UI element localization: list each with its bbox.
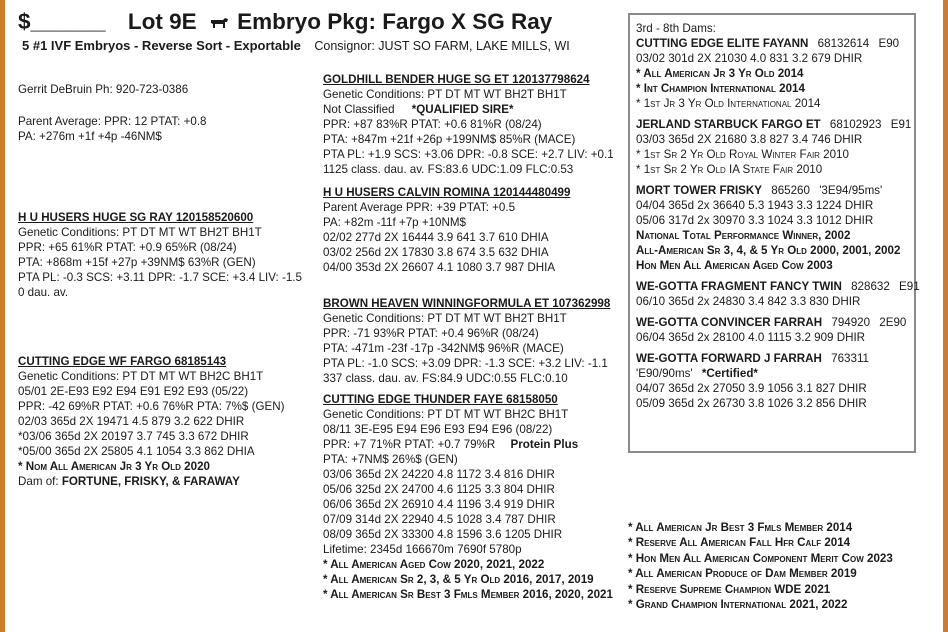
- ancestor-dam-title: [636, 279, 920, 294]
- dam1-line: PA: +82m -11f +7p +10NM$: [323, 216, 466, 229]
- ancestor-dam: [636, 183, 920, 273]
- ancestor-dam: [636, 351, 920, 411]
- ancestor-dam-name: CUTTING EDGE ELITE FAYANN: [636, 37, 809, 50]
- dam-line: 02/03 365d 2X 19471 4.5 879 3.2 622 DHIR: [18, 415, 245, 428]
- box-heading: 3rd - 8th Dams:: [636, 22, 716, 35]
- ancestor-dam-id: 763311: [831, 352, 869, 365]
- ancestor-dam-id: 68102923: [829, 118, 882, 131]
- certified-badge: *Certified*: [701, 367, 758, 380]
- ancestor-dam-award: * 1st Sr 2 Yr Old IA State Fair 2010: [636, 163, 823, 176]
- lot-description: 5 #1 IVF Embryos - Reverse Sort - Exportable: [22, 38, 301, 53]
- dam2-record: 07/09 314d 2X 22940 4.5 1028 3.4 787 DHIR: [323, 513, 556, 526]
- sire1-line: PTA: +847m +21f +26p +199NM$ 85%R (MACE): [323, 133, 576, 146]
- sire2-line: PTA: -471m -23f -17p -342NM$ 96%R (MACE): [323, 342, 564, 355]
- lot-title: Embryo Pkg: Fargo X SG Ray: [237, 9, 553, 34]
- sire2-name: BROWN HEAVEN WINNINGFORMULA ET 107362998: [323, 297, 611, 310]
- sire-line: 0 dau. av.: [18, 286, 69, 299]
- ancestor-dam-award: * 1st Jr 3 Yr Old International 2014: [636, 97, 821, 110]
- ancestor-dam-title: [636, 117, 920, 132]
- ancestor-dam-score: E91: [890, 118, 912, 131]
- dam-block: [18, 354, 284, 489]
- sire-line: PTA: +868m +15f +27p +39NM$ 63%R (GEN): [18, 256, 256, 269]
- ancestor-dam-record: 04/07 365d 2x 27050 3.9 1056 3.1 827 DHIR: [636, 382, 867, 395]
- family-award: * Reserve All American Fall Hfr Calf 2014: [628, 536, 851, 550]
- dam2-classification: 08/11 3E-E95 E94 E96 E93 E94 E96 (08/22): [323, 423, 553, 436]
- sire-line: PPR: +65 61%R PTAT: +0.9 65%R (08/24): [18, 241, 237, 254]
- dam1-line: 03/02 256d 2X 17830 3.8 674 3.5 632 DHIA: [323, 246, 549, 259]
- sire1-line: PPR: +87 83%R PTAT: +0.6 81%R (08/24): [323, 118, 542, 131]
- ancestor-dam: [636, 36, 920, 111]
- cow-icon: [209, 9, 229, 37]
- lot-headline: [18, 8, 554, 37]
- ancestor-dam-record: 05/06 317d 2x 30970 3.3 1024 3.3 1012 DHIR: [636, 214, 874, 227]
- dam-line: *03/06 365d 2X 20197 3.7 745 3.3 672 DHIR: [18, 430, 249, 443]
- contact-block: [18, 82, 188, 97]
- ancestor-dam-name: WE-GOTTA FORWARD J FARRAH: [636, 352, 822, 365]
- dam2-record: 08/09 365d 2X 33300 4.8 1596 3.6 1205 DHIR: [323, 528, 563, 541]
- ancestor-dam: [636, 279, 920, 309]
- ancestor-dam-award: All-American Sr 3, 4, & 5 Yr Old 2000, 2001, 2002: [636, 244, 901, 257]
- price-blank: $______: [18, 9, 106, 34]
- not-classified: Not Classified: [323, 103, 395, 116]
- parent-average-line: PA: +276m +1f +4p -46NM$: [18, 130, 162, 143]
- dam-of-label: Dam of:: [18, 475, 59, 488]
- sire-line: Genetic Conditions: PT DT MT WT BH2T BH1T: [18, 226, 262, 239]
- dam2-block: [323, 392, 613, 602]
- ancestor-dam-score: 'E90/90ms': [636, 367, 693, 380]
- dam-name: CUTTING EDGE WF FARGO 68185143: [18, 355, 227, 368]
- dam-of-line: [18, 474, 284, 489]
- family-awards: [628, 520, 893, 612]
- ancestor-dam-record: 06/04 365d 2x 28100 4.0 1115 3.2 909 DHIR: [636, 331, 866, 344]
- ancestor-dam-id: 865260: [771, 184, 810, 197]
- sire-name: H U HUSERS HUGE SG RAY 120158520600: [18, 211, 254, 224]
- sire1-line: Genetic Conditions: PT DT MT WT BH2T BH1T: [323, 88, 567, 101]
- dam2-ppr: PPR: +7 71%R PTAT: +0.7 79%R: [323, 438, 496, 451]
- dam2-lifetime: Lifetime: 2345d 166670m 7690f 5780p: [323, 543, 522, 556]
- dam2-award: * All American Aged Cow 2020, 2021, 2022: [323, 558, 545, 571]
- family-award: * All American Jr Best 3 Fmls Member 2014: [628, 521, 853, 534]
- sire1-line: 1125 class. dau. av. FS:83.6 UDC:1.09 FLC:0.53: [323, 163, 574, 176]
- family-award: * All American Produce of Dam Member 2019: [628, 567, 857, 581]
- dam-line: Genetic Conditions: PT DT MT WT BH2C BH1T: [18, 370, 264, 383]
- ancestor-dam-title: [636, 315, 920, 330]
- ancestor-dam: [636, 315, 920, 345]
- family-award: * Reserve Supreme Champion WDE 2021: [628, 582, 831, 596]
- ancestor-dam-score: '3E94/95ms': [819, 184, 883, 197]
- page-edge-left: [0, 0, 5, 632]
- family-award: * Hon Men All American Component Merit Cow 2023: [628, 551, 893, 565]
- ancestor-dam-record: 03/03 365d 2X 21680 3.8 827 3.4 746 DHIR: [636, 133, 863, 146]
- ancestor-dam-score: E90: [878, 37, 900, 50]
- sire2-block: [323, 296, 610, 386]
- lot-subline: [22, 38, 570, 54]
- dam2-line: Genetic Conditions: PT DT MT WT BH2C BH1T: [323, 408, 569, 421]
- ancestor-dams-box: [628, 13, 920, 453]
- ancestor-dam-award: National Total Performance Winner, 2002: [636, 229, 851, 242]
- dam2-award: * All American Sr Best 3 Fmls Member 2016, 2020, 2021: [323, 588, 613, 601]
- dam-line: 05/01 2E-E93 E92 E94 E91 E92 E93 (05/22): [18, 385, 249, 398]
- ancestor-dam-record: 06/10 365d 2x 24830 3.4 842 3.3 830 DHIR: [636, 295, 861, 308]
- ancestor-dam-title: [636, 183, 920, 198]
- ancestor-dam-id: 68132614: [817, 37, 870, 50]
- ancestor-dam-score: E91: [899, 280, 920, 293]
- qualified-sire: *QUALIFIED SIRE*: [411, 103, 514, 116]
- ancestor-dam-name: MORT TOWER FRISKY: [636, 184, 763, 197]
- ancestor-dam-name: WE-GOTTA FRAGMENT FANCY TWIN: [636, 280, 842, 293]
- ancestor-dam-name: JERLAND STARBUCK FARGO ET: [636, 118, 821, 131]
- parent-average-line: Parent Average: PPR: 12 PTAT: +0.8: [18, 115, 207, 128]
- ancestor-dam-title: [636, 351, 920, 366]
- ancestor-dam: [636, 117, 920, 177]
- family-award: * Grand Champion International 2021, 2022: [628, 597, 848, 611]
- dam2-ppr-line: [323, 437, 613, 452]
- sire2-line: PTA PL: -1.0 SCS: +3.09 DPR: -1.3 SCE: +3.2 LIV: -1.1: [323, 357, 608, 370]
- sire-block: [18, 210, 302, 300]
- ancestor-dam-award: * All American Jr 3 Yr Old 2014: [636, 67, 804, 80]
- sire1-block: [323, 72, 614, 177]
- page-edge-right: [943, 0, 948, 632]
- protein-plus-badge: Protein Plus: [510, 438, 579, 451]
- dam1-line: Parent Average PPR: +39 PTAT: +0.5: [323, 201, 516, 214]
- ancestor-dam-id: 794920: [831, 316, 871, 329]
- ancestor-dam-score: 2E90: [879, 316, 907, 329]
- dam-award: * Nom All American Jr 3 Yr Old 2020: [18, 460, 210, 473]
- dam1-block: [323, 185, 570, 275]
- dam2-record: 03/06 365d 2X 24220 4.8 1172 3.4 816 DHIR: [323, 468, 555, 481]
- ancestor-dam-record: 04/04 365d 2x 36640 5.3 1943 3.3 1224 DHIR: [636, 199, 874, 212]
- parent-average-block: [18, 114, 207, 144]
- dam2-line: PTA: +7NM$ 26%$ (GEN): [323, 453, 458, 466]
- ancestor-dams-list: [636, 21, 920, 417]
- ancestor-dam-score-line: [636, 366, 920, 381]
- ancestor-dam-record: 03/02 301d 2X 21030 4.0 831 3.2 679 DHIR: [636, 52, 863, 65]
- ancestor-dam-award: * Int Champion International 2014: [636, 82, 805, 95]
- ancestor-dam-title: [636, 36, 920, 51]
- sire2-line: 337 class. dau. av. FS:84.9 UDC:0.55 FLC:0.10: [323, 372, 568, 385]
- ancestor-dam-award: Hon Men All American Aged Cow 2003: [636, 259, 833, 272]
- sire2-line: PPR: -71 93%R PTAT: +0.4 96%R (08/24): [323, 327, 539, 340]
- dam2-record: 06/06 365d 2X 26910 4.4 1196 3.4 919 DHIR: [323, 498, 555, 511]
- dam1-line: 02/02 277d 2X 16444 3.9 641 3.7 610 DHIA: [323, 231, 549, 244]
- ancestor-dam-record: 05/09 365d 2x 26730 3.8 1026 3.2 856 DHIR: [636, 397, 867, 410]
- dam2-name: CUTTING EDGE THUNDER FAYE 68158050: [323, 393, 558, 406]
- consignor: Consignor: JUST SO FARM, LAKE MILLS, WI: [314, 39, 570, 53]
- contact-line: Gerrit DeBruin Ph: 920-723-0386: [18, 83, 189, 96]
- sire-line: PTA PL: -0.3 SCS: +3.11 DPR: -1.7 SCE: +3.4 LIV: -1.5: [18, 271, 302, 284]
- dam2-record: 05/06 325d 2X 24700 4.6 1125 3.3 804 DHIR: [323, 483, 555, 496]
- ancestor-dam-id: 828632: [851, 280, 890, 293]
- sire2-line: Genetic Conditions: PT DT MT WT BH2T BH1T: [323, 312, 567, 325]
- dam-of-names: FORTUNE, FRISKY, & FARAWAY: [61, 475, 240, 488]
- dam2-award: * All American Sr 2, 3, & 5 Yr Old 2016, 2017, 2019: [323, 573, 594, 586]
- sire1-name: GOLDHILL BENDER HUGE SG ET 120137798624: [323, 73, 590, 86]
- dam-line: *05/00 365d 2X 25805 4.1 1054 3.3 862 DHIA: [18, 445, 255, 458]
- dam1-name: H U HUSERS CALVIN ROMINA 120144480499: [323, 186, 571, 199]
- lot-number: Lot 9E: [127, 9, 197, 34]
- dam1-line: 04/00 353d 2X 26607 4.1 1080 3.7 987 DHIA: [323, 261, 556, 274]
- ancestor-dam-name: WE-GOTTA CONVINCER FARRAH: [636, 316, 823, 329]
- sire1-classification: [323, 102, 614, 117]
- dam-line: PPR: -42 69%R PTAT: +0.6 76%R PTA: 7%$ (GEN): [18, 400, 285, 413]
- sire1-line: PTA PL: +1.9 SCS: +3.06 DPR: -0.8 SCE: +2.7 LIV: +0.1: [323, 148, 614, 161]
- ancestor-dam-award: * 1st Sr 2 Yr Old Royal Winter Fair 2010: [636, 148, 849, 161]
